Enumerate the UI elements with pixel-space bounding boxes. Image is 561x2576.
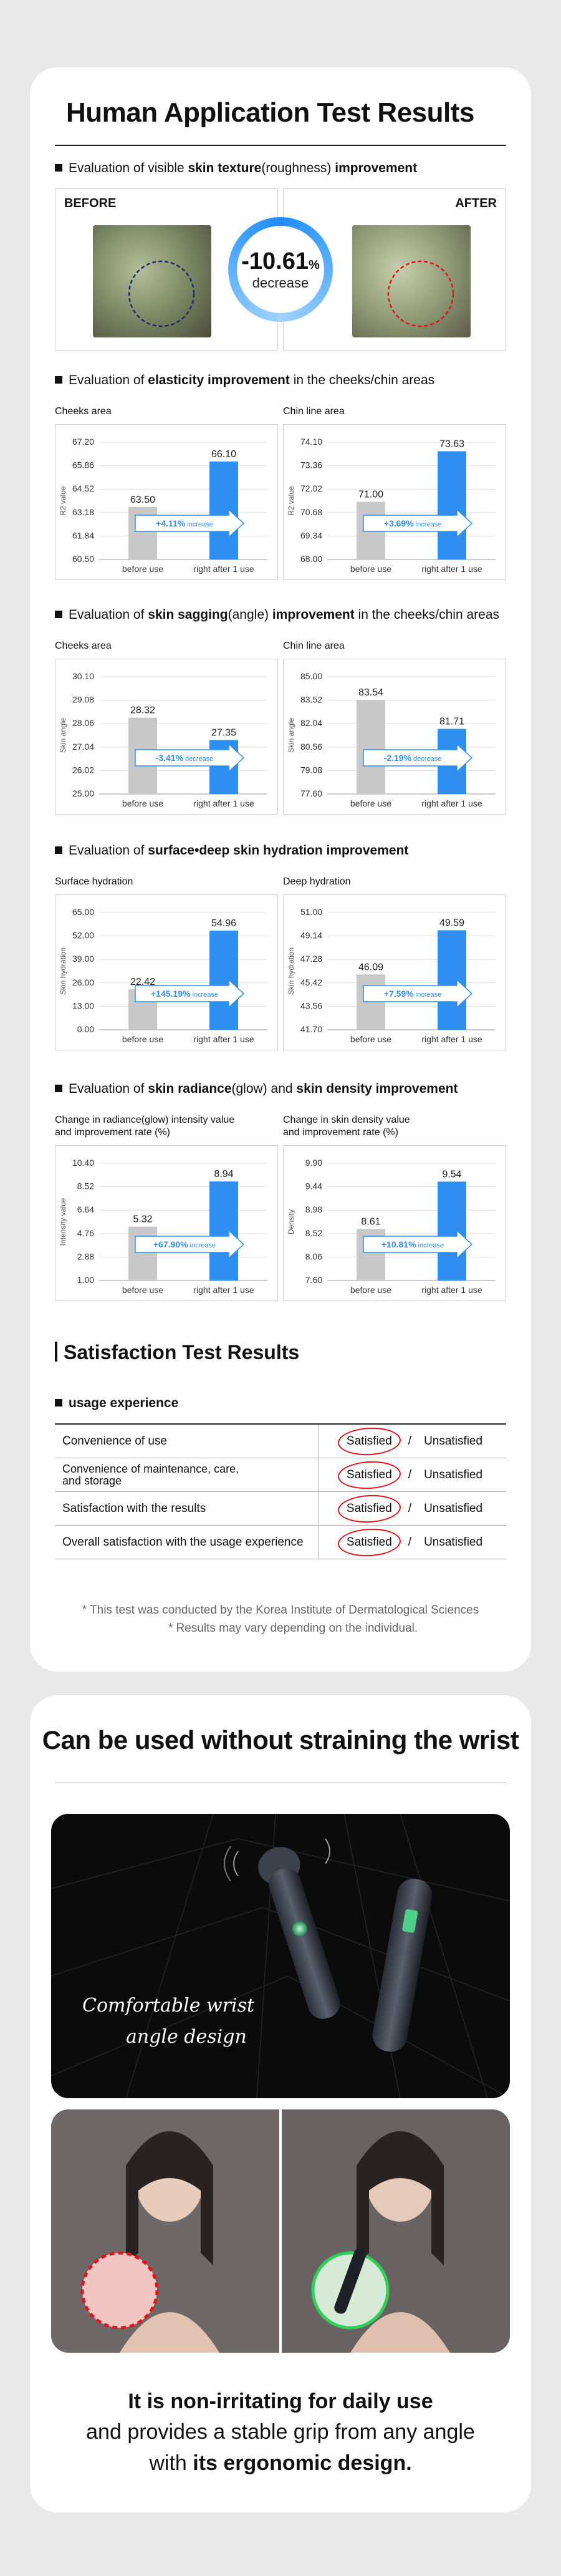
y-tick-label: 65.00	[72, 907, 94, 917]
bar-after	[209, 931, 238, 1030]
y-tick-label: 45.42	[300, 977, 322, 987]
script-line-2: angle design	[126, 2026, 247, 2048]
chart-block	[283, 405, 506, 580]
y-tick-label: 67.20	[72, 437, 94, 447]
bar-value-label: 8.61	[361, 1216, 381, 1227]
table-row: Convenience of use Satisfied / Unsatisfied	[55, 1425, 506, 1458]
bar-chart	[55, 895, 279, 1051]
change-value: -2.19%	[383, 753, 412, 763]
y-tick-label: 6.64	[77, 1204, 94, 1215]
y-tick-label: 41.70	[300, 1024, 322, 1034]
x-tick-label: before use	[122, 1034, 164, 1044]
table-row: Overall satisfaction with the usage experience Satisfied / Unsatisfied	[55, 1526, 506, 1559]
x-tick-label: before use	[122, 1285, 164, 1295]
change-value: +145.19%	[150, 989, 191, 999]
y-tick-label: 4.76	[77, 1227, 94, 1238]
y-tick-label: 29.08	[72, 694, 94, 705]
chart-block	[283, 1114, 506, 1301]
change-word: decrease	[185, 755, 214, 763]
bar-after	[209, 462, 238, 559]
chart-block	[55, 640, 278, 815]
wrist-card	[30, 1695, 531, 2512]
chart-panel	[283, 1145, 506, 1301]
y-tick-label: 1.00	[77, 1275, 94, 1285]
x-tick-label: right after 1 use	[193, 1285, 254, 1295]
chart-title: Chin line area	[283, 406, 345, 417]
bar-value-label: 8.94	[214, 1169, 234, 1180]
bar-after	[438, 931, 466, 1030]
y-tick-label: 60.50	[72, 554, 94, 564]
footnotes	[30, 1602, 531, 1637]
bar-chart	[284, 1146, 507, 1302]
change-word: increase	[189, 1242, 216, 1249]
y-tick-label: 8.98	[305, 1204, 322, 1215]
table-row: Convenience of maintenance, care, and storage Satisfied / Unsatisfied	[55, 1458, 506, 1492]
y-axis-label: R2 value	[59, 486, 67, 516]
question-cell: Satisfaction with the results	[55, 1492, 319, 1525]
description-line-3: with its ergonomic design.	[149, 2451, 412, 2475]
bar-chart	[55, 659, 279, 815]
wrist-description	[30, 2386, 531, 2479]
description-line-2: and provides a stable grip from any angle	[86, 2420, 475, 2444]
results-title: Human Application Test Results	[66, 97, 474, 128]
chart-block	[55, 876, 278, 1050]
x-tick-label: before use	[350, 1034, 392, 1044]
y-tick-label: 0.00	[77, 1024, 94, 1034]
question-cell: Overall satisfaction with the usage experience	[55, 1526, 319, 1559]
question-cell: Convenience of use	[55, 1425, 319, 1458]
y-tick-label: 27.04	[72, 741, 94, 752]
unsatisfied-option: Unsatisfied	[424, 1468, 483, 1481]
bar-value-label: 46.09	[358, 962, 384, 973]
y-tick-label: 10.40	[72, 1158, 94, 1168]
bar-value-label: 27.35	[211, 727, 237, 738]
texture-result-sub: decrease	[252, 275, 309, 291]
change-word: increase	[192, 991, 219, 999]
y-tick-label: 9.44	[305, 1181, 322, 1191]
bar-value-label: 71.00	[358, 489, 384, 500]
title-rule	[55, 145, 506, 146]
chart-panel	[283, 424, 506, 580]
description-line-1: It is non-irritating for daily use	[128, 2390, 433, 2413]
bar-value-label: 81.71	[439, 716, 465, 727]
before-label: BEFORE	[64, 196, 117, 210]
y-tick-label: 52.00	[72, 930, 94, 941]
y-axis-label: Intensity value	[59, 1198, 67, 1246]
satisfied-marked: Satisfied	[343, 1534, 396, 1551]
chart-title-line-2: and improvement rate (%)	[283, 1127, 398, 1138]
y-tick-label: 9.90	[305, 1158, 322, 1168]
change-value: +4.11%	[156, 518, 186, 528]
bar-after	[209, 1181, 238, 1281]
y-tick-label: 65.86	[72, 460, 94, 470]
y-tick-label: 51.00	[300, 907, 322, 917]
question-cell: Convenience of maintenance, care, and storage	[55, 1458, 319, 1491]
chart-panel	[283, 659, 506, 815]
change-value: -3.41%	[155, 753, 184, 763]
change-value: +7.59%	[383, 989, 414, 999]
bar-value-label: 49.59	[439, 918, 465, 929]
bar-before	[357, 700, 385, 794]
device-illustration	[51, 1814, 510, 2098]
change-word: increase	[415, 521, 442, 528]
change-word: increase	[418, 1242, 444, 1249]
y-tick-label: 77.60	[300, 788, 322, 798]
y-tick-label: 26.02	[72, 765, 94, 775]
chart-panel	[283, 894, 506, 1050]
model-photos	[51, 2109, 510, 2353]
chart-panel	[55, 424, 278, 580]
texture-result-ring	[228, 217, 333, 322]
chart-title-line-2: and improvement rate (%)	[55, 1127, 170, 1138]
bar-value-label: 5.32	[133, 1214, 153, 1225]
bar-value-label: 28.32	[130, 705, 156, 716]
results-card	[30, 67, 531, 1672]
y-tick-label: 72.02	[300, 483, 322, 494]
chart-panel	[55, 894, 278, 1050]
chart-title: Cheeks area	[55, 406, 112, 417]
y-tick-label: 47.28	[300, 954, 322, 964]
change-word: increase	[415, 991, 442, 999]
model-illustration	[51, 2109, 510, 2353]
y-tick-label: 8.52	[305, 1227, 322, 1238]
x-tick-label: right after 1 use	[421, 1034, 482, 1044]
bar-chart	[284, 895, 507, 1051]
y-tick-label: 25.00	[72, 788, 94, 798]
y-tick-label: 69.34	[300, 530, 322, 541]
after-circle-marker	[352, 225, 471, 337]
x-tick-label: right after 1 use	[193, 564, 254, 574]
y-tick-label: 80.56	[300, 741, 322, 752]
x-tick-label: before use	[350, 564, 392, 574]
y-tick-label: 43.56	[300, 1000, 322, 1011]
change-word: increase	[187, 521, 213, 528]
bar-value-label: 54.96	[211, 918, 237, 929]
chart-block	[55, 405, 278, 580]
y-tick-label: 61.84	[72, 530, 94, 541]
y-tick-label: 79.08	[300, 765, 322, 775]
y-tick-label: 63.18	[72, 506, 94, 517]
satisfied-marked: Satisfied	[343, 1433, 396, 1450]
chart-block	[283, 876, 506, 1050]
y-tick-label: 7.60	[305, 1275, 322, 1285]
x-tick-label: before use	[122, 798, 164, 808]
footnote-2: * Results may vary depending on the individual.	[168, 1621, 418, 1635]
bar-after	[438, 451, 466, 559]
after-skin-image	[352, 225, 471, 337]
satisfaction-table	[55, 1423, 506, 1559]
change-value: +67.90%	[153, 1239, 188, 1249]
bullet-square	[55, 164, 62, 172]
chart-title: Surface hydration	[55, 876, 133, 887]
y-axis-label: Skin hydration	[59, 947, 67, 995]
y-tick-label: 73.36	[300, 460, 322, 470]
y-axis-label: Skin angle	[59, 717, 67, 753]
chart-title: Change in skin density value and improvement rate (%)	[283, 1114, 506, 1144]
script-line-1: Comfortable wrist	[82, 1995, 255, 2017]
texture-result-value: -10.61%	[241, 248, 320, 274]
table-row: Satisfaction with the results Satisfied / Unsatisfied	[55, 1492, 506, 1526]
bar-value-label: 9.54	[442, 1169, 462, 1180]
x-tick-label: before use	[350, 798, 392, 808]
y-tick-label: 68.00	[300, 554, 322, 564]
footnote-1: * This test was conducted by the Korea Institute of Dermatological Sciences	[82, 1604, 479, 1617]
y-tick-label: 70.68	[300, 506, 322, 517]
y-tick-label: 28.06	[72, 718, 94, 729]
unsatisfied-option: Unsatisfied	[424, 1535, 483, 1549]
y-axis-label: Skin hydration	[287, 947, 295, 995]
x-tick-label: right after 1 use	[193, 1034, 254, 1044]
satisfied-marked: Satisfied	[343, 1467, 396, 1483]
unsatisfied-option: Unsatisfied	[424, 1434, 483, 1448]
y-tick-label: 85.00	[300, 671, 322, 681]
chart-panel	[55, 659, 278, 815]
texture-heading: Evaluation of visible skin texture(roughness) improvement	[55, 161, 417, 176]
before-skin-image	[93, 225, 211, 337]
after-label: AFTER	[455, 196, 497, 210]
y-tick-label: 83.52	[300, 694, 322, 705]
chart-title: Deep hydration	[283, 876, 351, 887]
bar-before	[128, 1227, 157, 1281]
x-tick-label: right after 1 use	[421, 564, 482, 574]
bar-value-label: 83.54	[358, 687, 384, 699]
wrist-title: Can be used without straining the wrist	[42, 1725, 519, 1755]
y-tick-label: 2.88	[77, 1251, 94, 1262]
y-axis-label: R2 value	[287, 486, 295, 516]
y-tick-label: 39.00	[72, 954, 94, 964]
bar-chart	[55, 1146, 279, 1302]
usage-heading: usage experience	[55, 1396, 178, 1411]
bar-value-label: 66.10	[211, 448, 237, 460]
chart-panel	[55, 1145, 278, 1301]
bar-value-label: 73.63	[439, 438, 465, 450]
x-tick-label: right after 1 use	[193, 798, 254, 808]
bar-chart	[55, 425, 279, 581]
y-tick-label: 30.10	[72, 671, 94, 681]
x-tick-label: right after 1 use	[421, 1285, 482, 1295]
y-tick-label: 13.00	[72, 1000, 94, 1011]
x-tick-label: before use	[122, 564, 164, 574]
chart-block	[55, 1114, 278, 1301]
chart-block	[283, 640, 506, 815]
elasticity-heading: Evaluation of elasticity improvement in the cheeks/chin areas	[55, 373, 434, 388]
satisfaction-title: Satisfaction Test Results	[55, 1341, 299, 1364]
hydration-heading: Evaluation of surface•deep skin hydration improvement	[55, 843, 408, 858]
y-tick-label: 8.06	[305, 1251, 322, 1262]
chart-title: Chin line area	[283, 641, 345, 651]
bar-value-label: 22.42	[130, 977, 156, 988]
change-word: decrease	[413, 755, 442, 763]
bar-value-label: 63.50	[130, 494, 156, 505]
y-tick-label: 8.52	[77, 1181, 94, 1191]
before-circle-marker	[93, 225, 211, 337]
x-tick-label: right after 1 use	[421, 798, 482, 808]
device-photo	[51, 1814, 510, 2098]
bar-chart	[284, 425, 507, 581]
y-axis-label: Density	[287, 1209, 295, 1235]
satisfied-marked: Satisfied	[343, 1501, 396, 1517]
bar-chart	[284, 659, 507, 815]
y-tick-label: 49.14	[300, 930, 322, 941]
sagging-heading: Evaluation of skin sagging(angle) improvement in the cheeks/chin areas	[55, 608, 499, 622]
chart-title: Cheeks area	[55, 641, 112, 651]
y-tick-label: 26.00	[72, 977, 94, 987]
unsatisfied-option: Unsatisfied	[424, 1501, 483, 1515]
x-tick-label: before use	[350, 1285, 392, 1295]
change-value: +3.69%	[383, 518, 414, 528]
bar-after	[438, 1181, 466, 1281]
radiance-heading: Evaluation of skin radiance(glow) and skin density improvement	[55, 1082, 458, 1097]
chart-title: Change in radiance(glow) intensity value and improvement rate (%)	[55, 1114, 278, 1144]
change-value: +10.81%	[381, 1239, 416, 1249]
y-tick-label: 82.04	[300, 718, 322, 729]
y-tick-label: 64.52	[72, 483, 94, 494]
y-axis-label: Skin angle	[287, 717, 295, 753]
y-tick-label: 74.10	[300, 437, 322, 447]
